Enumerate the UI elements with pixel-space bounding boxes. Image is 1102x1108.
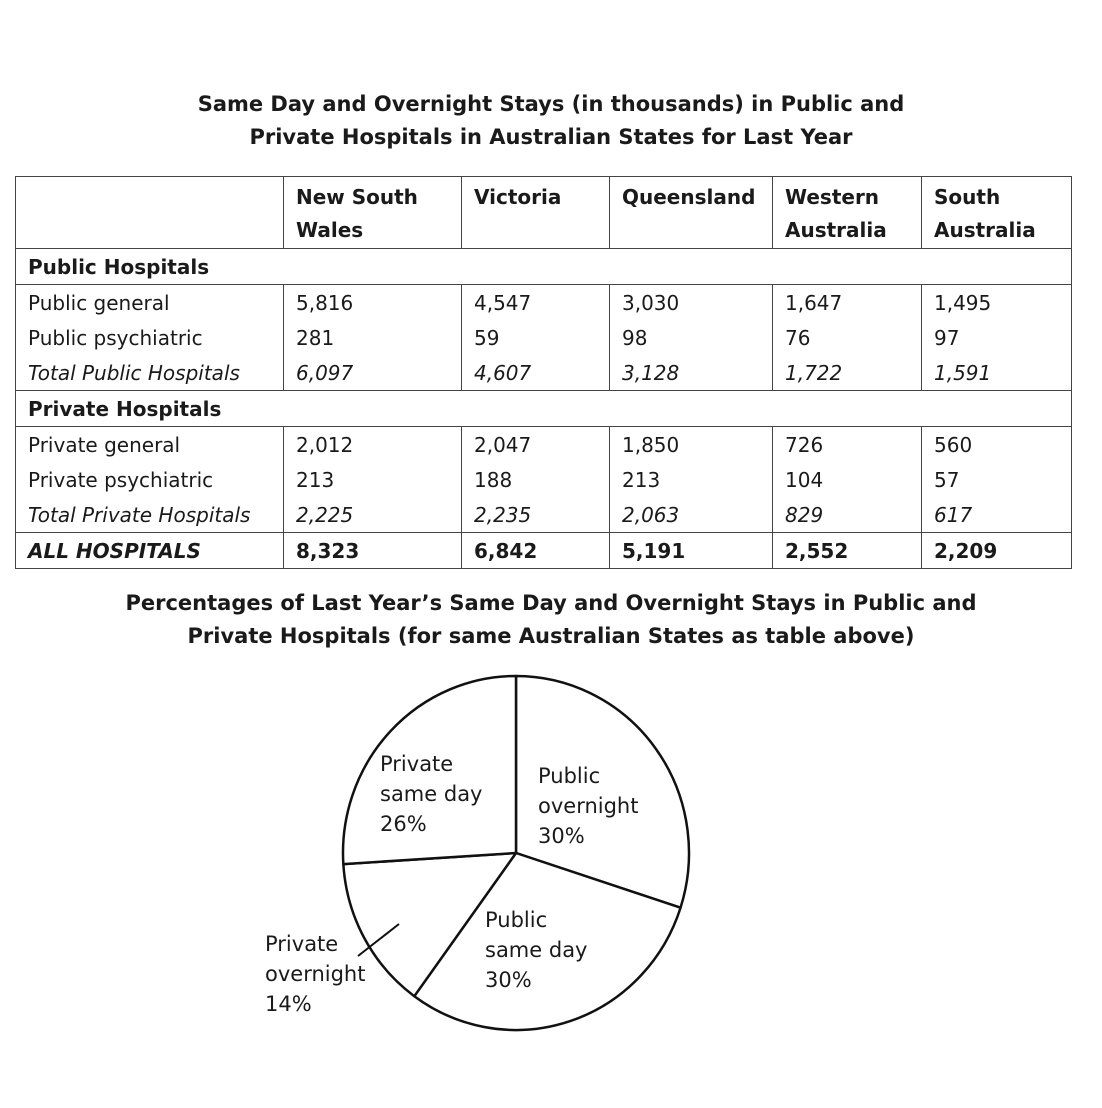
table-cell: 213 bbox=[610, 462, 773, 497]
row-label: Private psychiatric bbox=[16, 462, 284, 497]
row-label: Private general bbox=[16, 427, 284, 463]
table-cell: 213 bbox=[284, 462, 462, 497]
section-label-private: Private Hospitals bbox=[16, 391, 1072, 427]
pie-label-private-same-day: Private same day 26% bbox=[380, 752, 483, 836]
table-cell: 2,063 bbox=[610, 497, 773, 533]
row-label: ALL HOSPITALS bbox=[16, 533, 284, 569]
table-cell: 4,547 bbox=[462, 285, 610, 321]
table-cell: 3,128 bbox=[610, 355, 773, 391]
table-cell: 98 bbox=[610, 320, 773, 355]
table-cell: 726 bbox=[773, 427, 922, 463]
row-label: Total Private Hospitals bbox=[16, 497, 284, 533]
table-cell: 1,722 bbox=[773, 355, 922, 391]
table-cell: 281 bbox=[284, 320, 462, 355]
row-label: Public psychiatric bbox=[16, 320, 284, 355]
table-cell: 617 bbox=[922, 497, 1072, 533]
table-cell: 4,607 bbox=[462, 355, 610, 391]
table-cell: 2,209 bbox=[922, 533, 1072, 569]
column-header: Victoria bbox=[462, 177, 610, 249]
table-cell: 1,591 bbox=[922, 355, 1072, 391]
table-cell: 6,097 bbox=[284, 355, 462, 391]
table-cell: 188 bbox=[462, 462, 610, 497]
table-cell: 5,191 bbox=[610, 533, 773, 569]
table-cell: 59 bbox=[462, 320, 610, 355]
column-header: Queensland bbox=[610, 177, 773, 249]
table-cell: 6,842 bbox=[462, 533, 610, 569]
table-cell: 560 bbox=[922, 427, 1072, 463]
column-header: South Australia bbox=[922, 177, 1072, 249]
table-cell: 2,235 bbox=[462, 497, 610, 533]
table-cell: 5,816 bbox=[284, 285, 462, 321]
table-cell: 829 bbox=[773, 497, 922, 533]
table-cell: 2,225 bbox=[284, 497, 462, 533]
pie-label-private-overnight: Private overnight 14% bbox=[265, 932, 366, 1016]
table-title-line1: Same Day and Overnight Stays (in thousands) in Public and bbox=[197, 92, 905, 116]
row-label: Total Public Hospitals bbox=[16, 355, 284, 391]
table-cell: 2,552 bbox=[773, 533, 922, 569]
table-title-line2: Private Hospitals in Australian States for Last Year bbox=[249, 125, 853, 149]
chart-title-line2: Private Hospitals (for same Australian States as table above) bbox=[187, 624, 915, 648]
column-header: New South Wales bbox=[284, 177, 462, 249]
section-label-public: Public Hospitals bbox=[16, 249, 1072, 285]
table-cell: 2,047 bbox=[462, 427, 610, 463]
table-cell: 104 bbox=[773, 462, 922, 497]
table-cell: 97 bbox=[922, 320, 1072, 355]
row-label: Public general bbox=[16, 285, 284, 321]
table-cell: 57 bbox=[922, 462, 1072, 497]
pie-label-public-same-day: Public same day 30% bbox=[485, 908, 588, 992]
table-cell: 1,647 bbox=[773, 285, 922, 321]
table-cell: 8,323 bbox=[284, 533, 462, 569]
pie-label-public-overnight: Public overnight 30% bbox=[538, 764, 639, 848]
table-cell: 76 bbox=[773, 320, 922, 355]
chart-title-line1: Percentages of Last Year’s Same Day and Overnight Stays in Public and bbox=[125, 591, 977, 615]
table-cell: 2,012 bbox=[284, 427, 462, 463]
table-cell: 3,030 bbox=[610, 285, 773, 321]
table-cell: 1,495 bbox=[922, 285, 1072, 321]
column-header: Western Australia bbox=[773, 177, 922, 249]
table-cell: 1,850 bbox=[610, 427, 773, 463]
